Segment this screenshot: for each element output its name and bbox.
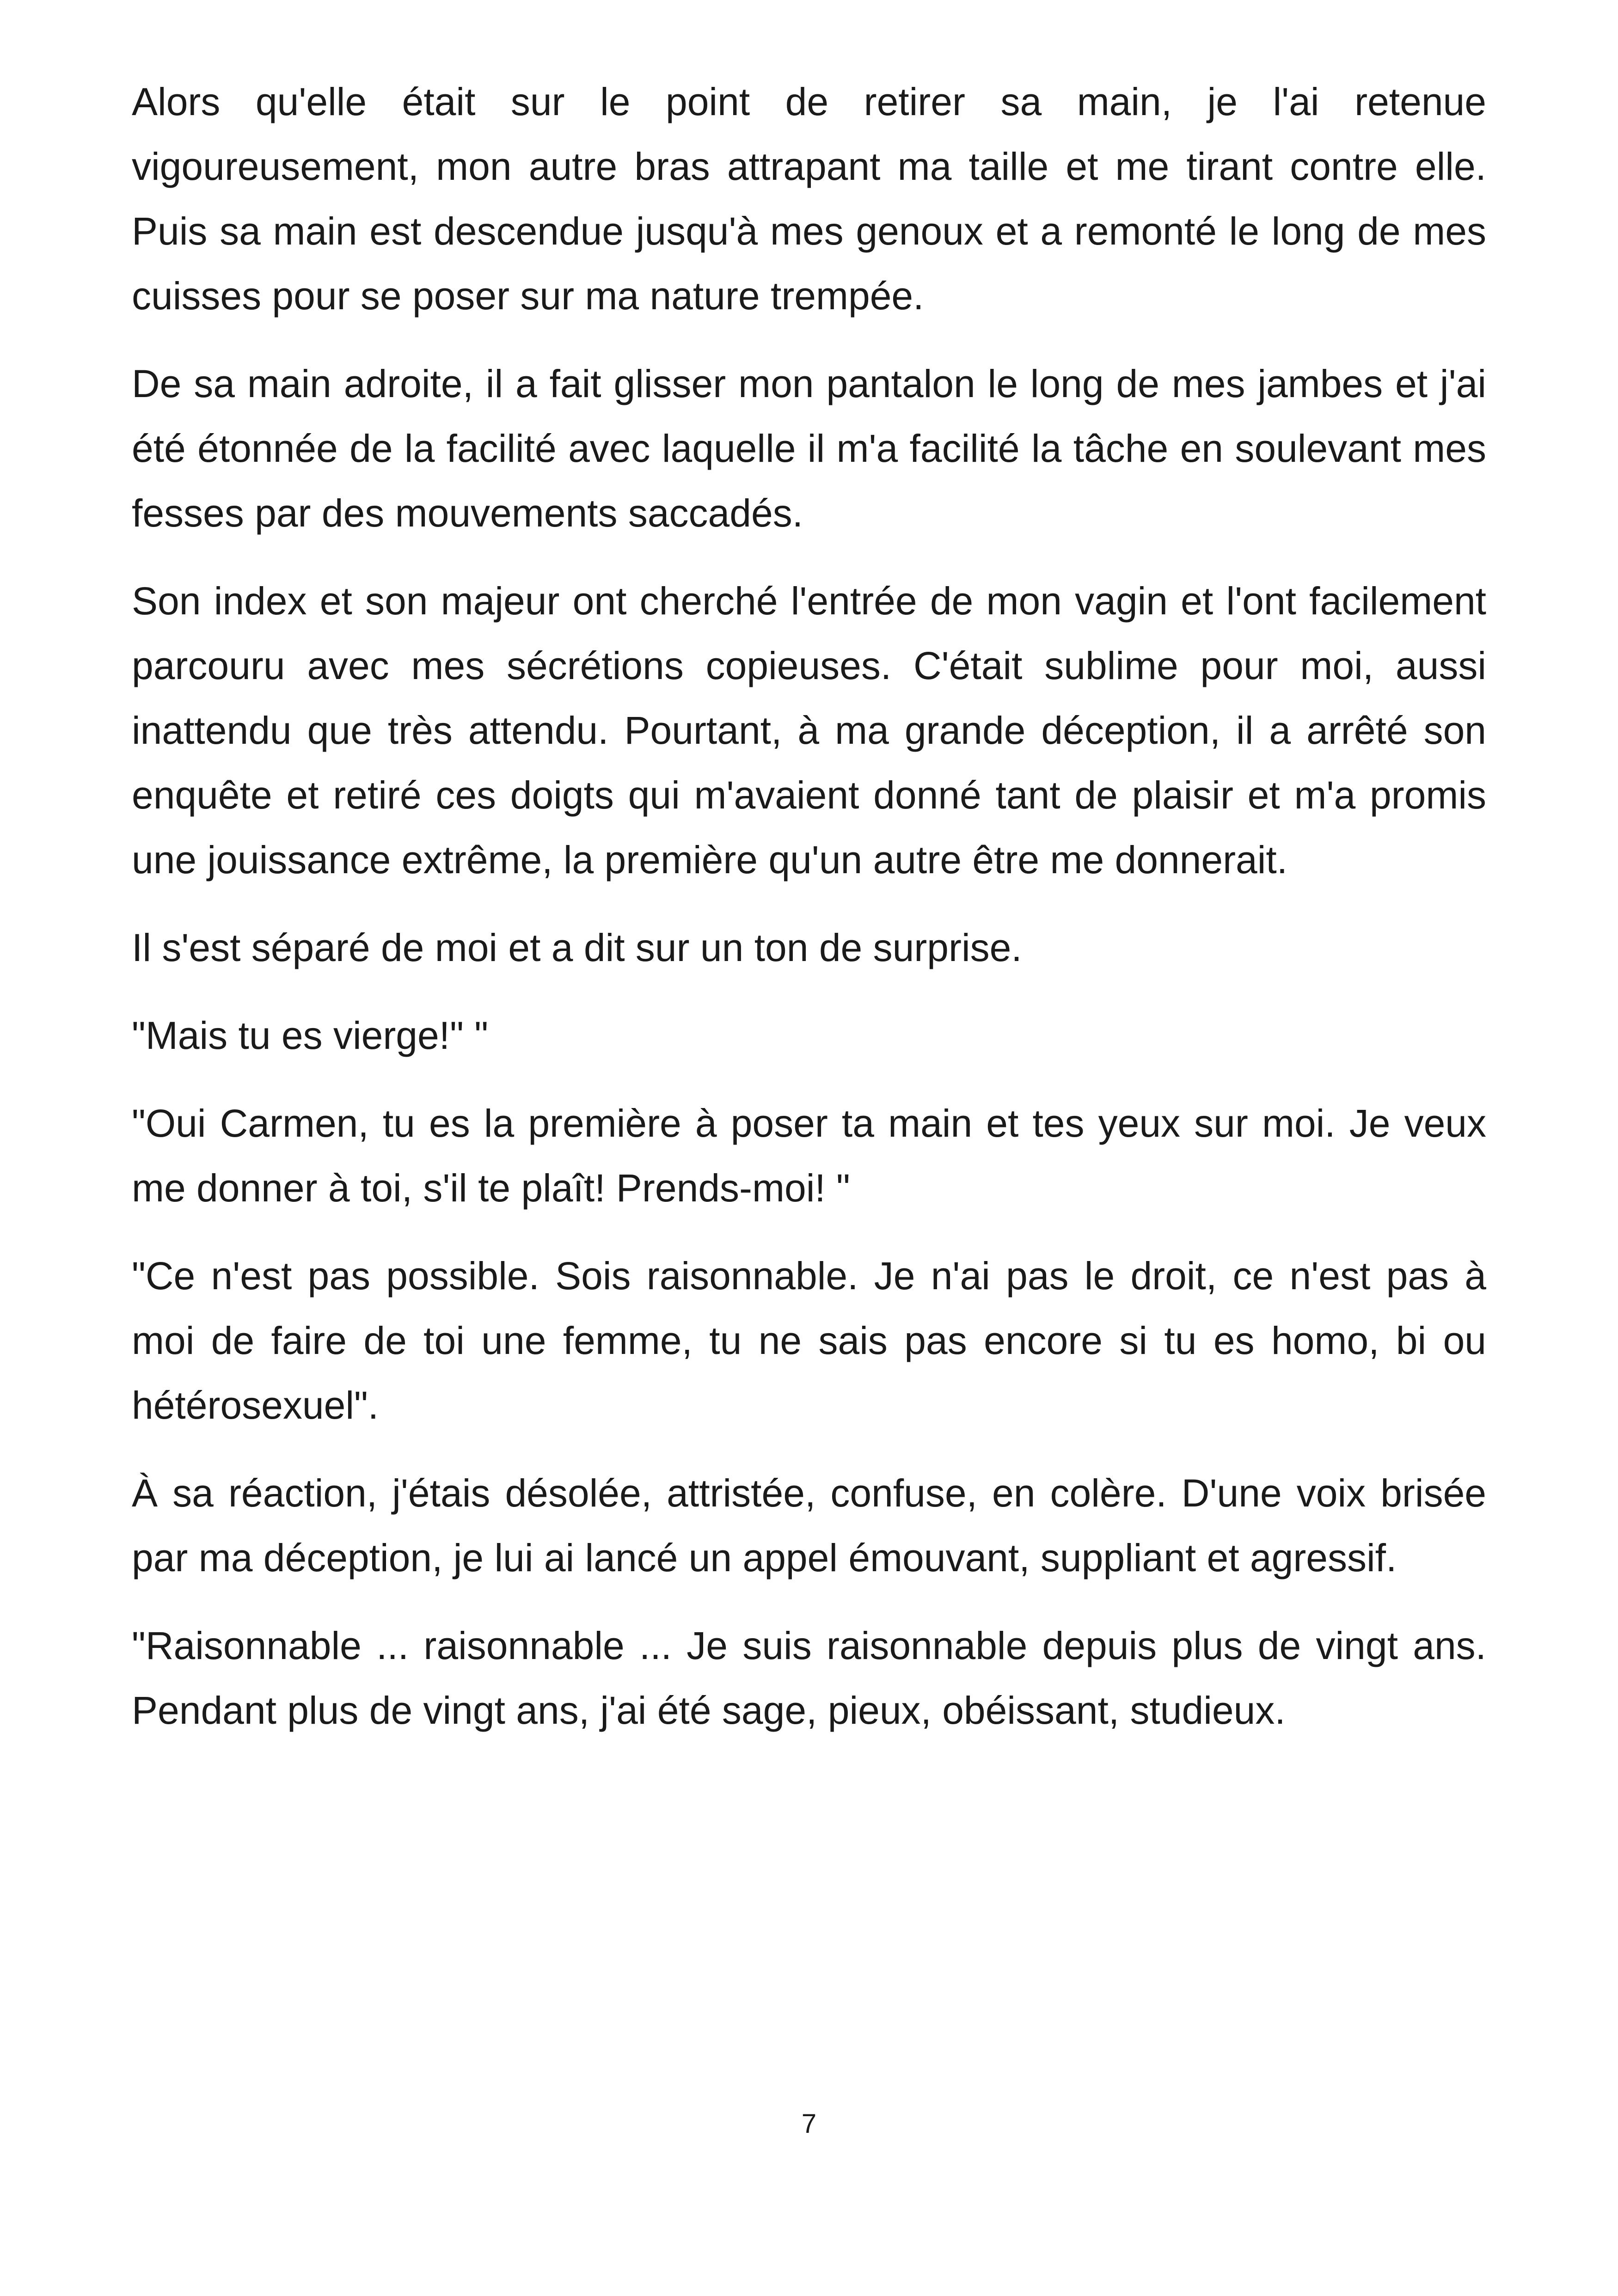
paragraph-2: De sa main adroite, il a fait glisser mon pantalon le long de mes jambes et j'ai été étonnée de la facilité avec laquelle il m'a facilité la tâche en soulevant mes fesses par des mouvements saccadés. xyxy=(132,362,1486,535)
paragraph-6: "Oui Carmen, tu es la première à poser ta main et tes yeux sur moi. Je veux me donner à toi, s'il te plaît! Prends-moi! " xyxy=(132,1102,1486,1210)
page-number: 7 xyxy=(801,2109,817,2139)
paragraph-3: Son index et son majeur ont cherché l'entrée de mon vagin et l'ont facilement parcouru avec mes sécrétions copieuses. C'était sublime pour moi, aussi inattendu que très attendu. Pourtant, à ma grande déception, il a arrêté son enquête et retiré ces doigts qui m'avaient donné tant de plaisir et m'a promis une jouissance extrême, la première qu'un autre être me donnerait. xyxy=(132,579,1486,882)
paragraph-8: À sa réaction, j'étais désolée, attristée, confuse, en colère. D'une voix brisée par ma déception, je lui ai lancé un appel émouvant, suppliant et agressif. xyxy=(132,1471,1486,1580)
body-text xyxy=(132,69,1486,1766)
paragraph-1: Alors qu'elle était sur le point de retirer sa main, je l'ai retenue vigoureusement, mon autre bras attrapant ma taille et me tirant contre elle. Puis sa main est descendue jusqu'à mes genoux et a remonté le long de mes cuisses pour se poser sur ma nature trempée. xyxy=(132,80,1486,318)
paragraph-7: "Ce n'est pas possible. Sois raisonnable. Je n'ai pas le droit, ce n'est pas à moi de faire de toi une femme, tu ne sais pas encore si tu es homo, bi ou hétérosexuel". xyxy=(132,1254,1486,1427)
paragraph-9: "Raisonnable ... raisonnable ... Je suis raisonnable depuis plus de vingt ans. Pendant plus de vingt ans, j'ai été sage, pieux, obéissant, studieux. xyxy=(132,1624,1486,1732)
paragraph-5: "Mais tu es vierge!" " xyxy=(132,1014,489,1057)
paragraph-4: Il s'est séparé de moi et a dit sur un ton de surprise. xyxy=(132,926,1022,969)
